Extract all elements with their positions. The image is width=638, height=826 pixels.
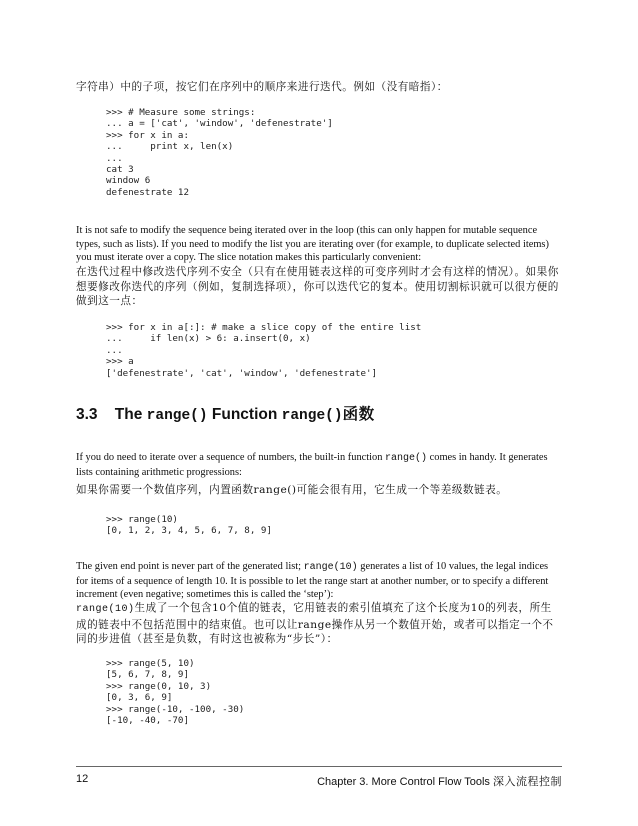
section-heading-range	[76, 404, 375, 426]
range-intro-inline-code: range()	[385, 453, 428, 464]
footer-chapter-cjk: 深入流程控制	[493, 775, 562, 788]
range-end-inline-code: range(10)	[303, 562, 358, 573]
footer-chapter-title	[317, 773, 562, 789]
paragraph-cjk-iteration-intro: 字符串）中的子项，按它们在序列中的顺序来进行迭代。例如（没有暗指）：	[76, 81, 448, 93]
paragraph-range-end-point	[76, 560, 562, 602]
cjk-range-end-inline-code: range(10)	[76, 604, 135, 615]
paragraph-cjk-range-intro: 如果你需要一个数值序列，内置函数range()可能会很有用，它生成一个等差级数链表。	[76, 484, 508, 496]
heading-word-function: Function	[211, 406, 278, 423]
footer-divider	[76, 766, 562, 767]
range-end-text-after: generates a list of 10 values, the legal indices for items of a sequence of length 10. It is possible to let the range start at another number, or to specify a different increment (even negative; sometimes this is called the ‘step’):	[76, 561, 549, 601]
range-end-text-before: The given end point is never part of the generated list;	[76, 561, 304, 572]
heading-code-range: range()	[146, 408, 208, 424]
section-number: 3.3	[76, 406, 98, 423]
range-intro-text-before: If you do need to iterate over a sequence of numbers, the built-in function	[76, 452, 386, 463]
code-block-range-variants: >>> range(5, 10) [5, 6, 7, 8, 9] >>> range(0, 10, 3) [0, 3, 6, 9] >>> range(-10, -100, -30) [-10, -40, -70]	[106, 658, 245, 727]
code-block-slice-copy: >>> for x in a[:]: # make a slice copy of the entire list ... if len(x) > 6: a.insert(0, x) ... >>> a ['defenestrate', 'cat', 'window', 'defenestrate']	[106, 322, 422, 379]
heading-cjk-function: 函数	[342, 404, 375, 423]
range-intro-text-after: comes in handy. It generates lists containing arithmetic progressions:	[76, 452, 548, 478]
cjk-range-end-text: 生成了一个包含10个值的链表，它用链表的索引值填充了这个长度为10的列表，所生成的链表中不包括范围中的结束值。也可以让range操作从另一个数值开始，或者可以指定一个不同的步进值（甚至是负数，有时这也被称为“步长”）：	[76, 602, 554, 646]
heading-code-range-2: range()	[281, 408, 343, 424]
paragraph-modify-sequence: It is not safe to modify the sequence being iterated over in the loop (this can only happen for mutable sequence types, such as lists). If you need to modify the list you are iterating over (for example, to duplicate selected items) you must iterate over a copy. The slice notation makes this particularly convenient:	[76, 225, 549, 264]
heading-word-the: The	[114, 406, 143, 423]
code-block-range-10: >>> range(10) [0, 1, 2, 3, 4, 5, 6, 7, 8, 9]	[106, 514, 272, 537]
footer-page-number: 12	[76, 773, 89, 785]
paragraph-cjk-range-end-point	[76, 601, 562, 647]
code-block-measure-strings: >>> # Measure some strings: ... a = ['cat', 'window', 'defenestrate'] >>> for x in a: ... print x, len(x) ... cat 3 window 6 defenestrate 12	[106, 107, 333, 198]
paragraph-range-intro	[76, 451, 562, 479]
paragraph-cjk-modify-sequence: 在迭代过程中修改迭代序列不安全（只有在使用链表这样的可变序列时才会有这样的情况）。如果你想要修改你迭代的序列（例如，复制选择项），你可以迭代它的复本。使用切割标识就可以很方便的做到这一点：	[76, 266, 559, 308]
footer-chapter-text: Chapter 3. More Control Flow Tools	[317, 776, 490, 788]
